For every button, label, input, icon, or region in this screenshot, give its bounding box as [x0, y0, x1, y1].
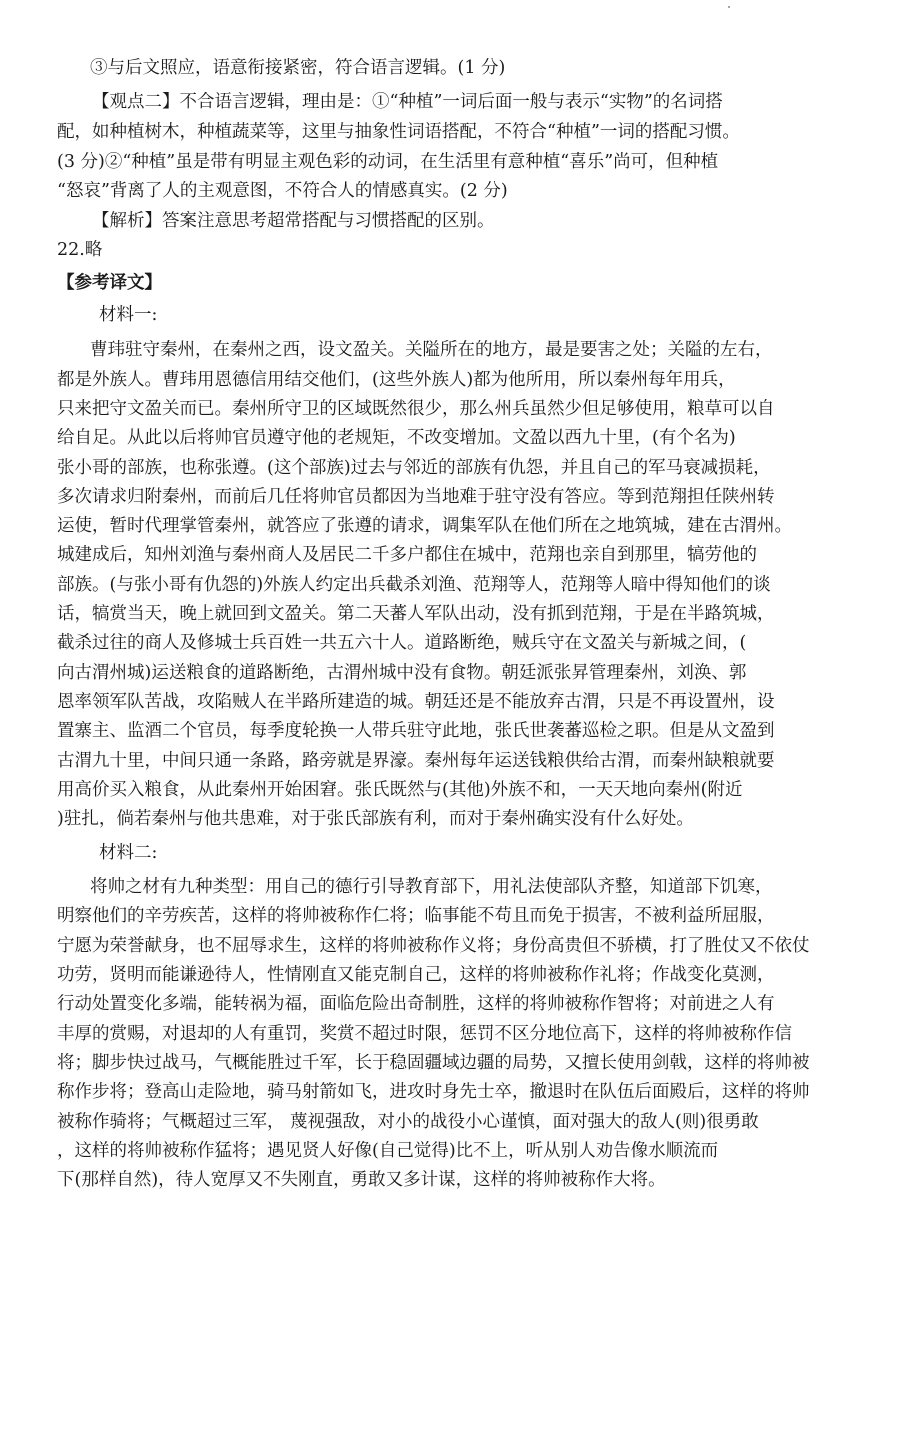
- material2-line: 明察他们的辛劳疾苦，这样的将帅被称作仁将；临事能不苟且而免于损害，不被利益所屈服，: [57, 906, 775, 926]
- material2-line: 将帅之材有九种类型：用自己的德行引导教育部下，用礼法使部队齐整，知道部下饥寒，: [90, 877, 773, 897]
- scan-dot: [728, 6, 730, 8]
- material1-line: 只来把守文盈关而已。秦州所守卫的区域既然很少，那么州兵虽然少但足够使用，粮草可以自: [57, 399, 775, 419]
- material1-line: 置寨主、监酒二个官员，每季度轮换一人带兵驻守此地，张氏世袭蕃巡检之职。但是从文盈到: [57, 721, 775, 741]
- view2-line-2: 配，如种植树木，种植蔬菜等，这里与抽象性词语搭配，不符合“种植”一词的搭配习惯。: [57, 122, 740, 142]
- translation-heading: 【参考译文】: [57, 273, 162, 293]
- material1-line: 都是外族人。曹玮用恩德信用结交他们，(这些外族人)都为他所用，所以秦州每年用兵，: [57, 370, 736, 390]
- material1-line: 运使，暂时代理掌管秦州，就答应了张遵的请求，调集军队在他们所在之地筑城，建在古渭州。: [57, 516, 792, 536]
- material1-line: 多次请求归附秦州，而前后几任将帅官员都因为当地难于驻守没有答应。等到范翔担任陕州转: [57, 487, 775, 507]
- question-22: 22.略: [57, 240, 103, 260]
- material2-line: ，这样的将帅被称作猛将；遇见贤人好像(自己觉得)比不上，听从别人劝告像水顺流而: [57, 1141, 719, 1161]
- material1-line: 曹玮驻守秦州，在秦州之西，设文盈关。关隘所在的地方，最是要害之处；关隘的左右，: [90, 340, 773, 360]
- view2-line-1: 【观点二】不合语言逻辑，理由是：①“种植”一词后面一般与表示“实物”的名词搭: [92, 92, 723, 112]
- answer-point-3: ③与后文照应，语意衔接紧密，符合语言逻辑。(1 分): [90, 58, 506, 78]
- material1-line: 古渭九十里，中间只通一条路，路旁就是界濠。秦州每年运送钱粮供给古渭，而秦州缺粮就要: [57, 751, 775, 771]
- material2-line: 功劳，贤明而能谦逊待人，性情刚直又能克制自己，这样的将帅被称作礼将；作战变化莫测，: [57, 965, 775, 985]
- material2-line: 将；脚步快过战马，气概能胜过千军，长于稳固疆域边疆的局势，又擅长使用剑戟，这样的将帅被: [57, 1053, 810, 1073]
- material2-line: 下(那样自然)，待人宽厚又不失刚直，勇敢又多计谋，这样的将帅被称作大将。: [57, 1170, 666, 1190]
- material2-line: 被称作骑将；气概超过三军， 蔑视强敌，对小的战役小心谨慎，面对强大的敌人(则)很勇敢: [57, 1112, 759, 1132]
- material1-line: 部族。(与张小哥有仇怨的)外族人约定出兵截杀刘渔、范翔等人，范翔等人暗中得知他们的谈: [57, 575, 771, 595]
- material2-line: 称作步将；登高山走险地，骑马射箭如飞，进攻时身先士卒，撤退时在队伍后面殿后，这样的将帅: [57, 1082, 810, 1102]
- material1-line: 截杀过往的商人及修城士兵百姓一共五六十人。道路断绝，贼兵守在文盈关与新城之间，(: [57, 633, 747, 653]
- material1-line: 恩率领军队苦战，攻陷贼人在半路所建造的城。朝廷还是不能放弃古渭，只是不再设置州，设: [57, 692, 775, 712]
- material2-label: 材料二:: [99, 843, 158, 863]
- material1-line: 向古渭州城)运送粮食的道路断绝，古渭州城中没有食物。朝廷派张昇管理秦州，刘涣、郭: [57, 663, 747, 683]
- material1-line: 城建成后，知州刘渔与秦州商人及居民二千多户都住在城中，范翔也亲自到那里，犒劳他的: [57, 545, 757, 565]
- material1-line: 话，犒赏当天，晚上就回到文盈关。第二天蕃人军队出动，没有抓到范翔，于是在半路筑城，: [57, 604, 775, 624]
- material2-line: 行动处置变化多端，能转祸为福，面临危险出奇制胜，这样的将帅被称作智将；对前进之人有: [57, 994, 775, 1014]
- analysis-line: 【解析】答案注意思考超常搭配与习惯搭配的区别。: [92, 211, 495, 231]
- material2-line: 宁愿为荣誉献身，也不屈辱求生，这样的将帅被称作义将；身份高贵但不骄横，打了胜仗又不依仗: [57, 936, 810, 956]
- material1-line: )驻扎，倘若秦州与他共患难，对于张氏部族有利，而对于秦州确实没有什么好处。: [57, 809, 694, 829]
- material1-line: 给自足。从此以后将帅官员遵守他的老规矩，不改变增加。文盈以西九十里，(有个名为): [57, 428, 736, 448]
- material2-line: 丰厚的赏赐，对退却的人有重罚，奖赏不超过时限，惩罚不区分地位高下，这样的将帅被称作信: [57, 1024, 792, 1044]
- material1-line: 用高价买入粮食，从此秦州开始困窘。张氏既然与(其他)外族不和，一天天地向秦州(附近: [57, 780, 743, 800]
- view2-line-4: “怒哀”背离了人的主观意图，不符合人的情感真实。(2 分): [57, 181, 508, 201]
- material1-line: 张小哥的部族，也称张遵。(这个部族)过去与邻近的部族有仇怨，并且自己的军马衰减损耗，: [57, 458, 771, 478]
- view2-line-3: (3 分)②“种植”虽是带有明显主观色彩的动词，在生活里有意种植“喜乐”尚可，但种植: [57, 152, 719, 172]
- material1-label: 材料一:: [99, 305, 158, 325]
